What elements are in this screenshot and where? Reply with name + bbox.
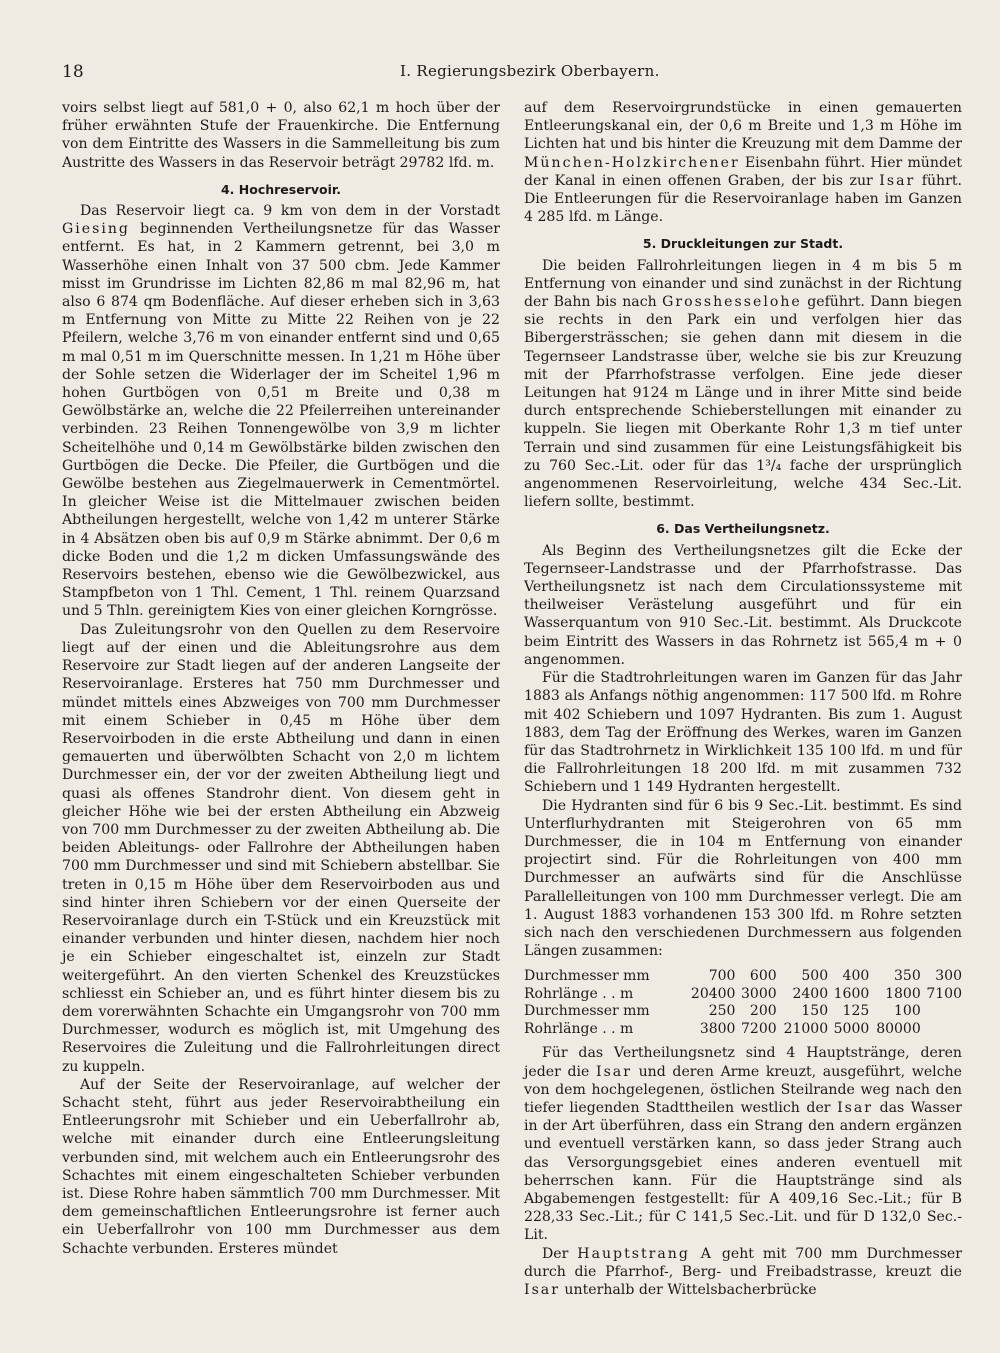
table-cell: 21000: [783, 1020, 829, 1037]
table-row: [524, 986, 962, 1004]
paragraph: [524, 257, 962, 512]
table-cell: 1800: [885, 985, 921, 1002]
pipe-length-table: [524, 968, 962, 1038]
table-cell: 100: [894, 1003, 921, 1020]
river-name: Isar: [879, 172, 916, 189]
table-cell: 150: [801, 1003, 829, 1020]
page-number: 18: [62, 62, 84, 82]
paragraph: [524, 1044, 962, 1244]
text-run: und deren Arme kreuzt, ausgeführt, welche von dem hochgelegenen, östlichen Steilrande weg nach den tiefer liegenden Stadttheilen westlich der: [524, 1063, 963, 1116]
table-cell: 5000: [833, 1020, 870, 1037]
running-title: I. Regierungsbezirk Oberbayern.: [400, 62, 660, 80]
paragraph: Für die Stadtrohrleitungen waren im Ganzen für das Jahr 1883 als Anfangs nöthig angenommen: 117 500 lfd. m Rohre mit 402 Schiebern und 1097 Hydranten. Bis zum 1. August 1883, dem Tag der Eröffnung des Werkes, waren im Ganzen für das Stadtrohrnetz in Wirklichkeit 135 100 lfd. m und für die Fallrohrleitungen 18 200 lfd. m mit zusammen 732 Schiebern und 1 149 Hydranten hergestellt.: [524, 670, 962, 796]
table-cell: 250: [708, 1003, 736, 1020]
text-run: auf dem Reservoirgrundstücke in einen gemauerten Entleerungskanal ein, der 0,6 m Breite und 1,3 m Höhe im Lichten hat und bis hinter die Kreuzung mit dem Damme der: [524, 100, 962, 153]
table-cell: 20400: [690, 985, 736, 1002]
text-run: Für das Vertheilungsnetz sind 4 Hauptstränge, deren jeder die: [524, 1045, 962, 1080]
table-row: [524, 1021, 962, 1039]
paragraph: [524, 99, 962, 226]
river-name: Isar: [837, 1099, 874, 1116]
text-run: Das Reservoir liegt ca. 9 km von dem in der Vorstadt: [80, 203, 500, 220]
table-cell: 7200: [741, 1020, 777, 1037]
river-name: Isar: [524, 1281, 560, 1298]
table-cell: 400: [842, 968, 870, 985]
table-row-label: Durchmesser mm: [524, 968, 650, 985]
table-row: [524, 1003, 962, 1021]
text-run: unterhalb der Wittelsbacherbrücke: [559, 1281, 817, 1298]
railway-name: München-Holzkirchener: [524, 154, 740, 171]
paragraph: Das Zuleitungsrohr von den Quellen zu dem Reservoire liegt auf der einen und die Ableitungsrohre aus dem Reservoire zur Stadt liegen auf der anderen Langseite der Reservoiranlage. Ersteres hat 750 mm Durchmesser und mündet mittels eines Abzweiges von 700 mm Durchmesser mit einem Schieber in 0,45 m Höhe über dem Reservoirboden in die erste Abtheilung und dann in einen gemauerten und überwölbten Schacht von 2,0 m lichtem Durchmesser ein, der vor der zweiten Abtheilung liegt und quasi als offenes Standrohr dient. Von diesem geht in gleicher Höhe wie bei der ersten Abtheilung ein Abzweig von 700 mm Durchmesser zu der zweiten Abtheilung ab. Die beiden Ableitungs- oder Fallrohre der Abtheilungen haben 700 mm Durchmesser und sind mit Schiebern abstellbar. Sie treten in 0,15 m Höhe über dem Reservoirboden aus und sind hinter ihren Schiebern vor der einen Querseite der Reservoiranlage durch ein T-Stück und ein Kreuzstück mit einander verbunden und hinter diesen, nachdem hier noch je ein Schieber eingeschaltet ist, einzeln zur Stadt weitergeführt. An den vierten Schenkel des Kreuzstückes schliesst ein Schieber an, und es führt hinter diesem bis zu dem vorerwähnten Schachte ein Umgangsrohr von 700 mm Durchmesser, wodurch es möglich ist, mit Umgehung des Reservoires die Zuleitung und die Fallrohrleitungen direct zu kuppeln.: [62, 621, 500, 1075]
table-cell: [921, 1003, 962, 1021]
table-row: [524, 968, 962, 986]
paragraph: Als Beginn des Vertheilungsnetzes gilt die Ecke der Tegernseer-Landstrasse und der Pfarrhofstrasse. Das Vertheilungsnetz ist nach dem Circulationssysteme mit theilweiser Verästelung ausgeführt und für ein Wasserquantum von 910 Sec.-Lit. bestimmt. Als Druckcote beim Eintritt des Wassers in das Rohrnetz ist 565,4 m + 0 angenommen.: [524, 542, 962, 668]
text-run: das Wasser in der Art überführen, dass ein Strang den andern ergänzen und eventuell verstärken kann, so dass jeder Strang auch das Versorgungsgebiet eines anderen eventuell mit beherrschen kann. Für die Hauptstränge sind als Abgabemengen festgestellt: für A 409,16 Sec.-Lit.; für B 228,33 Sec.-Lit.; für C 141,5 Sec.-Lit. und für D 132,0 Sec.-Lit.: [524, 1099, 963, 1244]
section-heading-vertheilungsnetz: 6. Das Vertheilungsnetz.: [656, 521, 830, 537]
table-cell: 600: [749, 968, 777, 985]
table-cell: 2400: [792, 985, 829, 1002]
place-name: Giesing: [62, 221, 130, 238]
table-row-label: Rohrlänge . . m: [524, 985, 634, 1002]
paragraph: [62, 202, 500, 621]
section-heading-druckleitungen: 5. Druckleitungen zur Stadt.: [642, 236, 844, 252]
table-cell: 1600: [833, 985, 870, 1002]
table-cell: 7100: [926, 985, 962, 1002]
section-heading-hochreservoir: 4. Hochreservoir.: [220, 181, 342, 197]
text-run: führt. Die Entleerungen für die Reservoiranlage haben im Ganzen 4 285 lfd. m Länge.: [524, 172, 962, 226]
table-cell: 300: [935, 968, 962, 985]
table-cell: 350: [894, 968, 921, 985]
main-line-name: Hauptstrang A: [577, 1245, 713, 1262]
text-run: geführt. Dann biegen sie rechts in den Park ein und verfolgen hier das Bibergersträsschen; sie gehen dann mit diesem in die Tegernseer Landstrasse über, welche sie bis zur Kreuzung mit der Pfarrhofstrasse verfolgen. Eine jede dieser Leitungen hat 9124 m Länge und in ihrer Mitte sind beide durch entsprechende Schieberstellungen mit einander zu kuppeln. Sie liegen mit Oberkante Rohr 1,3 m tief unter Terrain und sind zusammen für eine Leistungsfähigkeit bis zu 760 Sec.-Lit. oder für das 1³/₄ fache der ursprünglich angenommenen Reservoirleitung, welche 434 Sec.-Lit. liefern sollte, bestimmt.: [524, 294, 962, 511]
paragraph: voirs selbst liegt auf 581,0 + 0, also 62,1 m hoch über der früher erwähnten Stufe der Frauenkirche. Die Entfernung von dem Eintritte des Wassers in die Sammelleitung bis zum Austritte des Wassers in das Reservoir beträgt 29782 lfd. m.: [62, 100, 500, 171]
text-run: Der: [542, 1245, 578, 1262]
text-run: Die beiden Fallrohrleitungen liegen in 4 m bis 5 m Entfernung von einander und sind zunächst in der Richtung der Bahn bis nach: [524, 257, 962, 311]
table-row-label: Durchmesser mm: [524, 1003, 650, 1020]
paragraph: [524, 1245, 962, 1300]
table-cell: 3800: [699, 1020, 736, 1037]
paragraph: Auf der Seite der Reservoiranlage, auf welcher der Schacht steht, führt aus jeder Reservoirabtheilung ein Entleerungsrohr mit Schieber und ein Ueberfallrohr ab, welche mit einander durch eine Entleerungsleitung verbunden sind, mit welchem auch ein Entleerungsrohr des Schachtes mit einem eingeschalteten Schieber verbunden ist. Diese Rohre haben sämmtlich 700 mm Durchmesser. Mit dem gemeinschaftlichen Entleerungsrohre ist ferner auch ein Ueberfallrohr von 100 mm Durchmesser aus dem Schachte verbunden. Ersteres mündet: [62, 1076, 500, 1257]
text-run: Eisenbahn führt. Hier mündet der Kanal in einen offenen Graben, der bis zur: [524, 154, 962, 189]
right-column: [524, 99, 962, 1299]
text-run: beginnenden Vertheilungsnetze für das Wasser entfernt. Es hat, in 2 Kammern getrennt, bei 3,0 m Wasserhöhe einen Inhalt von 37 500 cbm. Jede Kammer misst im Grundrisse im Lichten 82,86 m mal 82,96 m, hat also 6 874 qm Bodenfläche. Auf dieser erheben sich in 3,63 m Entfernung von Mitte zu Mitte 22 Reihen von je 22 Pfeilern, welche 3,76 m von einander entfernt sind und 0,65 m mal 0,51 m im Querschnitte messen. In 1,21 m Höhe über der Sohle setzen die Widerlager der im Scheitel 1,96 m hohen Gurtbögen von 0,51 m Breite und 0,38 m Gewölbstärke an, welche die 22 Pfeilerreihen untereinander verbinden. 23 Reihen Tonnengewölbe von 3,9 m lichter Scheitelhöhe und 0,14 m Gewölbstärke bilden zwischen den Gurtbögen die Decke. Die Pfeiler, die Gurtbögen und die Gewölbe bestehen aus Ziegelmauerwerk in Cementmörtel. In gleicher Weise ist die Mittelmauer zwischen beiden Abtheilungen hergestellt, welche von 1,42 m unterer Stärke in 4 Absätzen oben bis auf 0,9 m Stärke abnimmt. Der 0,6 m dicke Boden und die 1,2 m dicken Umfassungswände des Reservoirs bestehen, ebenso wie die Gewölbezwickel, aus Stampfbeton von 1 Thl. Cement, 1 Thl. reinem Quarzsand und 5 Thln. gereinigtem Kies von einer gleichen Korngrösse.: [62, 221, 500, 620]
left-column: [62, 99, 500, 1258]
place-name: Grosshesselohe: [662, 294, 802, 311]
table-cell: 200: [749, 1003, 777, 1020]
table-row-label: Rohrlänge . . m: [524, 1020, 634, 1037]
paragraph: Die Hydranten sind für 6 bis 9 Sec.-Lit. bestimmt. Es sind Unterflurhydranten mit Steigerohren von 65 mm Durchmesser, die in 104 m Entfernung von einander projectirt sind. Für die Rohrleitungen von 400 mm Durchmesser an aufwärts sind für die Anschlüsse Parallelleitungen von 100 mm Durchmesser verlegt. Die am 1. August 1883 vorhandenen 153 300 lfd. m Rohre setzten sich nach den verschiedenen Durchmessern aus folgenden Längen zusammen:: [524, 797, 962, 960]
table-cell: 125: [842, 1003, 870, 1020]
text-run: geht mit 700 mm Durchmesser durch die Pfarrhof-, Berg- und Freibadstrasse, kreuzt die: [524, 1245, 963, 1280]
river-name: Isar: [596, 1063, 632, 1080]
table-cell: 500: [801, 968, 829, 985]
table-cell: 80000: [876, 1020, 921, 1037]
table-cell: [921, 1021, 962, 1039]
table-cell: 3000: [741, 985, 777, 1002]
table-cell: 700: [708, 968, 736, 985]
